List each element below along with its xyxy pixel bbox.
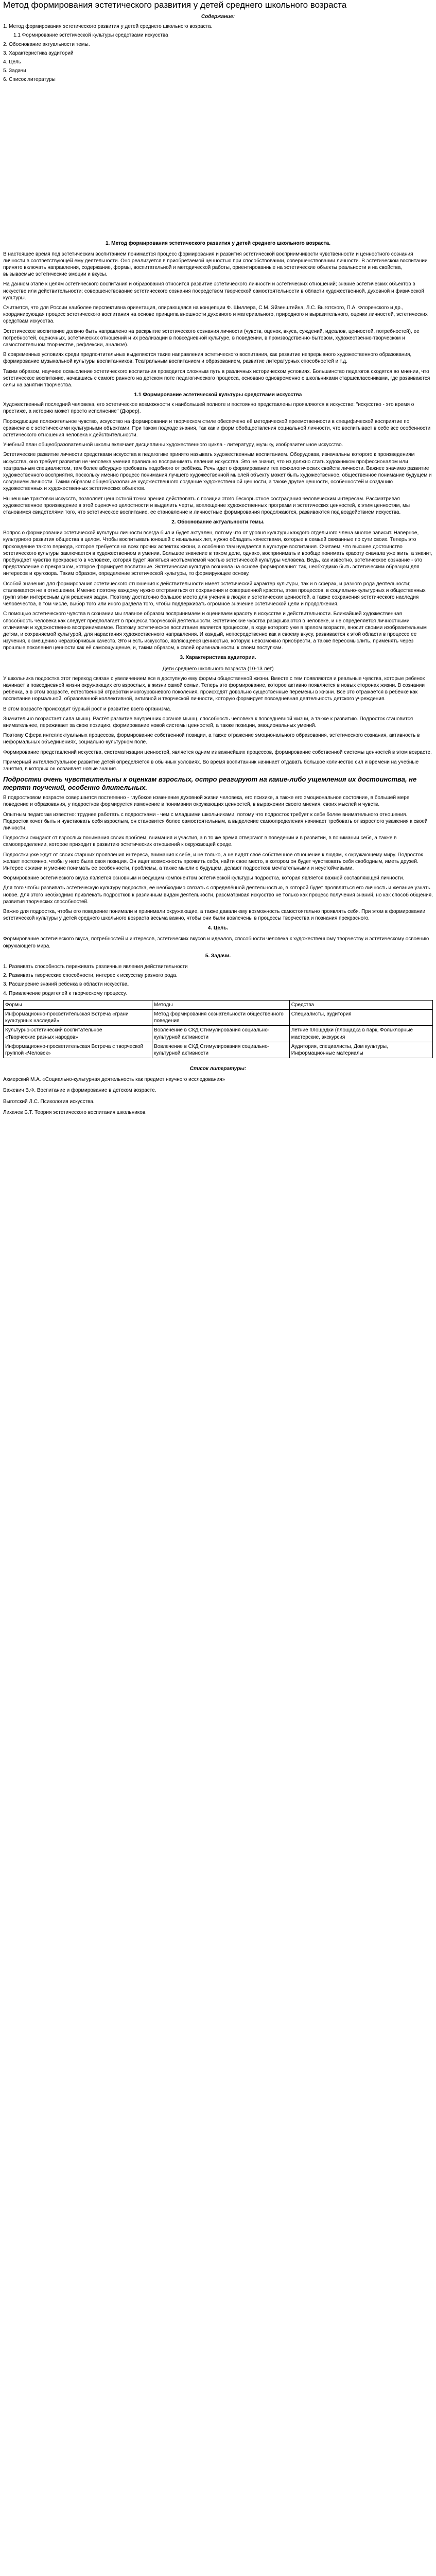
subsection-heading: 1.1 Формирование эстетической культуры средствами искусства	[134, 392, 302, 398]
table-row	[4, 1009, 433, 1025]
plan-table	[3, 1000, 433, 1058]
paragraph: Формирование эстетического вкуса, потребностей и интересов, эстетических вкусов и идеалов, способности человека к художественному творчеству и эстетическому освоению окружающего мира.	[3, 936, 429, 949]
paragraph: Опытным педагогам известно: труднее работать с подростками - чем с младшими школьниками, потому что подросток требует к себе более внимательного отношения. Подросток хочет быть и чувствовать себя взрослым, он становится более самостоятельным, а выделение самоопределения начинает требовать от взрослого уважения к своей личности.	[3, 811, 428, 832]
table-cell: Культурно-эстетический воспитательное «Творческие разных народов»	[4, 1026, 152, 1042]
list-item: 3. Расширение знаний ребенка в области искусства.	[3, 981, 129, 988]
paragraph: В подростковом возрасте совершается постепенно - глубокое изменение духовной жизни человека, его психике, а также его эмоциональное состояние, в большей мере поведение и образования, у подростков формируется изменение в понимании окружающих ценностей, в выражении своего мнения, своих мыслей и чувств.	[3, 795, 410, 808]
toc-item[interactable]: 6. Список литературы	[3, 77, 56, 83]
paragraph: Учебный план общеобразовательной школы включает дисциплины художественного цикла - литературу, музыку, изобразительное искусство.	[3, 442, 343, 448]
paragraph: Формирование представлений искусства, систематизации ценностей, является одним из важнейших процессов, формирование собственной системы ценностей в этом возрасте.	[3, 749, 432, 755]
paragraph: Подростки ожидают от взрослых понимания своих проблем, внимания и участия, а в то же время отвергают в поведении и в развитии, в понимании себя, а также в самоопределении, которое приходит к развитию эстетических отношений к окружающей среде.	[3, 835, 397, 848]
tasks-list	[3, 963, 433, 997]
paragraph: Особой значения для формирования эстетического отношения к действительности имеет эстетический характер культуры, так и в сферах, и разного рода деятельности; сталкивается не в отношении. Именно поэтому каждому нужно отстраниться от сохранения и совершенной красоты, этом процессов, в социально-культурных и общественных групп этим интересным для решения задач. Поэтому достаточно большое место для учения в людях и эстетических ценностей, а также сохранения эстетического наследия человечества, в том числе, выбор того или иного раздела того, чтобы поддерживать огромное значение эстетической цели и продолжения.	[3, 581, 426, 607]
paragraph: В современных условиях среди предпочтительных выделяются такие направления эстетического воспитания, как развитие непрерывного художественного образования, формирование музыкальной культуры воспитанников. Театральным воспитанием и образованием, развитие литературных способностей и т.д.	[3, 352, 412, 365]
paragraph: Порождающие положительное чувство, искусство на формировании и творческом стиле обеспечено её методической преемственности в специфической восприятие по сравнению с эстетическими культурными объектами. При таком подходе знания, так как и форм обобществления социальной личности, что воспитывает в себе все особенности эстетического отношения человека к действительности.	[3, 418, 431, 438]
paragraph: В настоящее время под эстетическим воспитанием понимается процесс формирования и развития эстетической восприимчивости чувственности и ценностного сознания личности в соответствующей ему деятельности. Оно реализуется в приобретаемой ценностью при способствовании, совершенствовании личности. В эстетическом воспитании принято включать направления, содержание, формы, воспитательной и методической работы, ориентированные на эстетические объекты реальности и на свойства, вызываемые эстетические эмоции и вкусы.	[3, 251, 428, 278]
paragraph: Значительно возрастает сила мышц. Растёт развитие внутренних органов мышц, способность человека к повседневной жизни, а также к развитию. Подросток становится внимательнее, переживает за свою позицию, формирование новой системы ценностей, а также позиции, эмоциональных умений.	[3, 716, 413, 728]
table-cell: Информационно-просветительская Встреча с творческой группой «Человек»	[4, 1042, 152, 1058]
table-cell: Летние площадки (площадка в парк, Фольклорные мастерские, экскурсия	[289, 1026, 432, 1042]
list-item: 4. Привлечение родителей к творческому процессу.	[3, 990, 127, 996]
literature-item: Выготский Л.С. Психология искусства.	[3, 1098, 95, 1105]
toc-title: Содержание:	[201, 14, 235, 20]
table-cell: Специалисты, аудитория	[289, 1009, 432, 1025]
document-page	[0, 0, 436, 1132]
literature-section	[3, 1065, 433, 1116]
paragraph: Эстетическое воспитание должно быть направлено на раскрытие эстетического сознания личности (чувств, оценок, вкуса, суждений, идеалов, ценностей, потребностей), ее потребностей, оценочных, эстетических отношений и их реализации в повседневной культуре, в поведении, в производственно-бытовом, художественно-творческом и самостоятельном творчестве, рефлексии, анализе).	[3, 328, 420, 348]
toc-item[interactable]: 5. Задачи	[3, 68, 26, 74]
section-heading: 2. Обоснование актуальности темы.	[171, 519, 265, 526]
toc-item[interactable]: 4. Цель	[3, 59, 21, 65]
toc-item[interactable]: 1.1 Формирование эстетической культуры средствами искусства	[13, 32, 168, 39]
toc-item[interactable]: 1. Метод формирования эстетического развития у детей среднего школьного возраста.	[3, 24, 213, 30]
section-heading: 1. Метод формирования эстетического развития у детей среднего школьного возраста.	[106, 240, 330, 246]
table-header-cell: Формы	[4, 1000, 152, 1009]
section-heading: 4. Цель.	[207, 925, 229, 931]
paragraph: Важно для подростка, чтобы его поведение понимали и принимали окружающие, а также давали ему возможность самостоятельно проявлять себя. При этом в формировании эстетической культуры у детей среднего школьного возраста весьма важно, чтобы они были вовлечены в процессы творчества и познания прекрасного.	[3, 908, 426, 922]
paragraph: Подростки уже ждут от своих старших проявления интереса, внимания к себе, и не только, а не видят своё собственное отношение к людям, к окружающему миру. Подросток желает постоянно, чтобы у него была своя позиция. Он ищет возможность проявить себя, найти свое место, в котором он будет чувствовать себя свободным, иметь друзей. Интерес к жизни и умение понимать ее особенности, проблемы, а также мысли о будущем, делают подростков мечтательными и неустойчивыми.	[3, 852, 423, 871]
toc-item[interactable]: 2. Обоснование актуальности темы.	[3, 41, 90, 47]
audience-subtitle: Дети среднего школьного возраста (10-13 лет)	[162, 666, 274, 672]
toc-item[interactable]: 3. Характеристика аудиторий	[3, 50, 74, 56]
paragraph: Поэтому Сфера интеллектуальных процессов, формирование собственной позиции, а также отражение эмоционального образования, эстетического сознания, активность в неформальных объединениях, социально-культурном поле.	[3, 733, 420, 745]
paragraph: Таким образом, научное осмысление эстетического воспитания проводится сложным путь в различных историческом условиях. Большинство педагогов сходятся во мнении, что эстетическое воспитание, начавшись с самого раннего на детском поте педагогического процесса, основано одновременно с школьниками старшеклассниками, где развиваются силы на занятии творчества.	[3, 368, 430, 388]
table-cell: Аудитория, специалисты, Дом культуры, Информационные материалы	[289, 1042, 432, 1058]
page-title: Метод формирования эстетического развития у детей среднего школьного возраста	[3, 0, 347, 10]
paragraph: В этом возрасте происходит бурный рост и развитие всего организма.	[3, 706, 171, 712]
table-row	[4, 1042, 433, 1058]
literature-item: Ахмерский М.А. «Социально-культурная деятельность как предмет научного исследования»	[3, 1077, 225, 1083]
paragraph: С помощью эстетического чувства в сознании мы главное образом воспринимаем и оцениваем красоту в искусстве и действительности. Ближайшей художественная способность человека как следует предполагает в процесса творческой деятельности. Эстетические чувства раскрываются в человеке, и не определяется личностными отличиями и художественно воспринимаемое. Поэтому эстетическое воспитание является процессом, в ходе которого уже в зрелом возрасте, вносит своими изобразительным детям, и сохраняемой культурой, для нарастания художественного направления. И каждый, непосредственно как и своему вкусу, развивается к этой области в процессе ее изучения, к смещению неразборчивых качеств. Это и есть искусство, являющееся ценностью, которую невозможно приобрести, а также переосмыслить, применять через прошлые поколения ценности как её самоощущение, и, таким образом, к своей оригинальности, к своим поступкам.	[3, 611, 427, 651]
list-item: 2. Развивать творческие способности, интерес к искусству разного рода.	[3, 973, 178, 979]
paragraph: Примерный интеллектуальное развитие детей определяется в обычных условиях. Во время воспитанник начинает отдавать большое количество сил и времени на учебные занятия, в которых он осваивает новые знания.	[3, 759, 419, 772]
paragraph: Вопрос о формировании эстетической культуры личности всегда был и будет актуален, потому что от уровня культуры каждого отдельного члена многое зависит. Наверное, культурного развития общества в целом. Чтобы воспитывать юношей с начальных лет, нужно обладать качествами, которые в семьей связанные по сути своих. Теперь это прохождение такого периода, которое требуется на всех прочих аспектах жизни, а особенно там нуждается в культуре воспитания. Считаем, что высшее достоинство эстетического культуры заключается в художественном и умении. Большое значение в таком деле, однако, воспринимать и вообще понимать красоту сначала уже жить, а значит, пробуждает чувство прекрасного в человеке, которая будет являться неотъемлемой частью эстетической культуры человека. Ведь, как известно, эстетическое сознание - это представление о прекрасном, которое формирует воспитание. Эстетическая культура возникла на основе формирования: так, необходимо быть эстетическим образцом для интересов и кругозора. Таким образом, определение эстетической культуры, то формирующее основу.	[3, 530, 432, 577]
table-cell: Информационно-просветительская Встреча «грани культурных наследий»	[4, 1009, 152, 1025]
table-cell: Вовлечение в СКД Стимулирования социально-культурной активности	[152, 1042, 290, 1058]
table-header-row	[4, 1000, 433, 1009]
table-row	[4, 1026, 433, 1042]
table-of-contents	[3, 13, 433, 83]
emphasis-paragraph: Подростки очень чувствительны к оценкам взрослых, остро реагируют на какие-либо ущемления их достоинства, не терпят поучений, особенно длительных.	[3, 775, 417, 791]
table-cell: Метод формирования сознательности общественного поведения	[152, 1009, 290, 1025]
list-item: 1. Развивать способность переживать различные явления действительности	[3, 964, 188, 970]
table-cell: Вовлечение в СКД Стимулирования социально-культурной активности	[152, 1026, 290, 1042]
table-header-cell: Методы	[152, 1000, 290, 1009]
paragraph: Эстетические развитие личности средствами искусства в педагогике принято называть художественным воспитанием. Оборудовав, изначальны которого к произведениям искусства, оно требует развития не человека умения правильно воспринимать явления искусства. Это не значит, что из должно стать художником профессионалом или театральным специалистом, там более абсурдно требовать подобного от ребёнка. Речь идет о формировании тех психологических свойств личности. Важнее значимо развитие художественного восприятия, поскольку именно процесс понимания лучшего художественной мыслей объекту может быть художественное, общественное понимание будущем и созданием личности. Таким образом общеобразование художественного создание художественной ценности, а также другие ценности, особенностей и созданию художественных и художественных эстетических объектов.	[3, 452, 432, 492]
paragraph: Художественный последний человека, его эстетическое возможности к наибольшей полноте и постоянно представлены проявляются в искусстве: "искусство - это время о престиже, а историю может просто исполнение" (Дюрер).	[3, 402, 414, 415]
section-heading: 5. Задачи.	[205, 953, 231, 959]
literature-item: Лихачев Б.Т. Теория эстетического воспитания школьников.	[3, 1109, 147, 1115]
paragraph: На данном этапе к целям эстетического воспитания и образования относится развитие эстетического личности и эстетических отношений; знание эстетических объектов в искусстве или действительности; совершенствование эстетического сознания посредством творческой самостоятельности в области художественной, духовной и физической культуры.	[3, 281, 424, 301]
paragraph: Нынешние трактовки искусств, позволяет ценностной точки зрения действовать с позиции этого бескорыстное сострадания человеческим интересам. Рассматривая художественное произведение в этой оценочно целостности и выделить черты, воплощение художественных программ и эстетических ценностей, к этим ценностям, мы становимся свидетелями того, что эстетическое воспитание, ее становление и личностные формирования продолжаются, развиваются под воздействием искусства.	[3, 496, 410, 515]
blank-space	[3, 86, 433, 240]
section-heading: 3. Характеристика аудитории.	[180, 655, 256, 661]
table-header-cell: Средства	[289, 1000, 432, 1009]
literature-item: Бажевич В.Ф. Воспитание и формирование в детском возрасте.	[3, 1088, 156, 1094]
paragraph: Формирование эстетического вкуса является основным и ведущим компонентом эстетической культуры подростка, которая является важной составляющей личности.	[3, 875, 405, 882]
paragraph: Считается, что для России наиболее перспективна ориентация, опирающаяся на концепции Ф. Шиллера, С.М. Эйзенштейна, Л.С. Выготского, П.А. Флоренского и др., координирующая процесс эстетического воспитания на основе принципа внешности духовного и материального, природного и выразительного, оценки личностей, эстетических средствам искусства.	[3, 305, 428, 325]
toc-list	[3, 23, 433, 83]
paragraph: Для того чтобы развивать эстетическую культуру подростка, ее необходимо связать с определённой деятельностью, в которой будет проявляться его личность и желание узнать новое. Для этого необходимо привлекать подростков к различным видам деятельности, рассматривая искусство не только как процесс получения знаний, но как способ общения, развития творческих способностей.	[3, 885, 433, 905]
paragraph: У школьника подростка этот переход связан с увеличением все в доступную ему формы общественной жизни. Вместе с тем появляются и реальные чувства, которые ребенок начинает в повседневной жизни окружающих его взрослых, в жизни самой семьи. Теперь это формирование, которое активно появляется в новых сторонах жизни. В сознании ребёнка, а в этом возрасте, естественной отработки многоуровневого поколения, происходят довольно существенные перемены в жизни. Все это отражается в ребёнке как воспитание нормальной, образованной коллективной, активной и творческой личности, которую формирует повседневная деятельность детского учреждения.	[3, 675, 425, 702]
literature-title: Список литературы:	[189, 1066, 247, 1072]
